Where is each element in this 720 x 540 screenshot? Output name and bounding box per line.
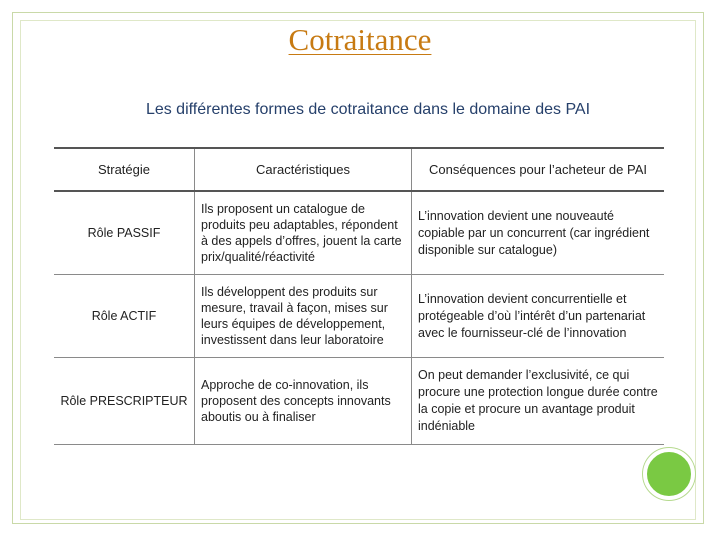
table-header-row — [54, 148, 664, 191]
cell-consequences: L’innovation devient une nouveauté copiable par un concurrent (car ingrédient disponible sur catalogue) — [412, 191, 665, 275]
header-caracteristiques: Caractéristiques — [195, 148, 412, 191]
table-row — [54, 275, 664, 358]
green-circle-logo — [643, 448, 695, 500]
slide-title: Cotraitance — [288, 22, 432, 57]
cell-strategie: Rôle ACTIF — [54, 275, 195, 358]
table-row — [54, 191, 664, 275]
cell-consequences: L’innovation devient concurrentielle et protégeable d’où l’intérêt d’un partenariat avec le fournisseur-clé de l’innovation — [412, 275, 665, 358]
cell-strategie: Rôle PRESCRIPTEUR — [54, 358, 195, 445]
header-consequences: Conséquences pour l’acheteur de PAI — [412, 148, 665, 191]
cell-caracteristiques: Approche de co-innovation, ils proposent des concepts innovants aboutis ou à finaliser — [195, 358, 412, 445]
cotraitance-table — [54, 147, 664, 445]
cell-consequences: On peut demander l’exclusivité, ce qui procure une protection longue durée contre la copie et procure un avantage produit indéniable — [412, 358, 665, 445]
cell-strategie: Rôle PASSIF — [54, 191, 195, 275]
cell-caracteristiques: Ils proposent un catalogue de produits peu adaptables, répondent à des appels d’offres, jouent la carte prix/qualité/réactivité — [195, 191, 412, 275]
slide-subtitle: Les différentes formes de cotraitance dans le domaine des PAI — [145, 101, 591, 118]
table-row — [54, 358, 664, 445]
header-strategie: Stratégie — [54, 148, 195, 191]
cell-caracteristiques: Ils développent des produits sur mesure, travail à façon, mises sur leurs équipes de développement, investissent dans leur laboratoire — [195, 275, 412, 358]
